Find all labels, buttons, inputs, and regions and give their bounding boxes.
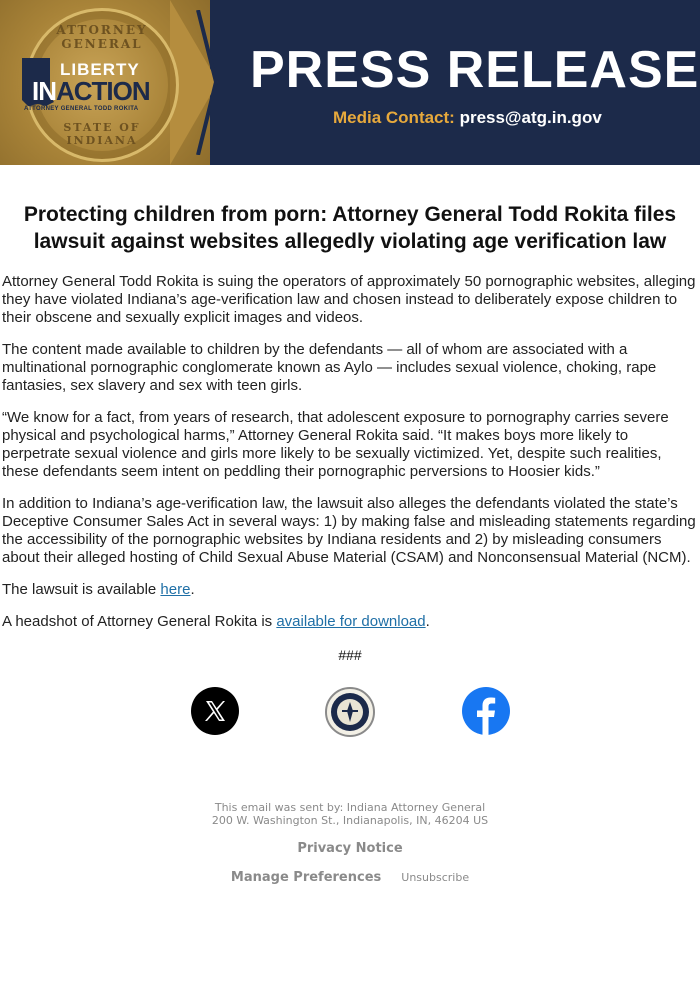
- paragraph-4: In addition to Indiana’s age-verification law, the lawsuit also alleges the defendants violated the state’s Deceptive Consumer Sales Act in several ways: 1) by making false and misleading statements regarding the accessibility of the pornographic websites by Indiana residents and 2) by misleading consumers about their alleged hosting of Child Sexual Abuse Material (CSAM) and Nonconsensual Material (NCM).: [2, 495, 696, 566]
- footer-preferences: [0, 870, 700, 885]
- facebook-f-glyph: [462, 687, 510, 735]
- paragraph-3: “We know for a fact, from years of research, that adolescent exposure to pornography carries severe physical and psychological harms,” Attorney General Rokita said. “It makes boys more likely to perpetrate sexual violence and girls more likely to be sexually victimized. Yet, despite such realities, these defendants seem intent on peddling their pornographic perversions to Hoosier kids.”: [2, 409, 669, 480]
- banner-chevron-stripe: [196, 10, 218, 155]
- logo-liberty-text: LIBERTY: [60, 60, 140, 79]
- lawsuit-suffix: .: [190, 581, 195, 598]
- media-contact-email: press@atg.in.gov: [459, 108, 602, 127]
- x-icon[interactable]: [191, 687, 239, 735]
- ag-seal-glyph: [327, 689, 373, 735]
- end-separator: ###: [338, 647, 362, 663]
- lawsuit-link[interactable]: here: [160, 581, 191, 598]
- press-release-title: PRESS RELEASE: [250, 41, 700, 99]
- seal-bottom-text: STATE OF INDIANA: [63, 121, 141, 147]
- liberty-in-action-logo: [20, 56, 180, 116]
- manage-preferences-link[interactable]: Manage Preferences: [230, 870, 382, 885]
- x-logo-glyph: [191, 687, 239, 735]
- headshot-download-link[interactable]: available for download: [276, 613, 426, 630]
- footer-sent-by: This email was sent by: Indiana Attorney General: [214, 801, 486, 814]
- lawsuit-prefix: The lawsuit is available: [2, 581, 161, 598]
- logo-inaction-text: [32, 76, 150, 107]
- article-body: [0, 201, 700, 885]
- press-release-banner: [0, 0, 700, 165]
- paragraph-lawsuit: [0, 581, 700, 599]
- footer-address: 200 W. Washington St., Indianapolis, IN, 46204 US: [211, 814, 489, 827]
- logo-subtitle: ATTORNEY GENERAL TODD ROKITA: [24, 106, 139, 112]
- article-headline: Protecting children from porn: Attorney General Todd Rokita files lawsuit against websites allegedly violating age verification law: [23, 203, 677, 253]
- social-links: [0, 677, 700, 747]
- paragraph-2: The content made available to children by the defendants — all of whom are associated with a multinational pornographic conglomerate known as Aylo — includes sexual violence, choking, rape fantasies, sex slavery and sex with teen girls.: [2, 341, 657, 394]
- paragraph-headshot: [0, 613, 700, 631]
- headshot-suffix: .: [425, 613, 430, 630]
- media-contact: [333, 108, 602, 128]
- media-contact-label: Media Contact:: [333, 108, 460, 127]
- email-footer: [0, 801, 700, 885]
- logo-in-text: IN: [32, 76, 56, 106]
- privacy-notice-link[interactable]: Privacy Notice: [297, 841, 403, 856]
- seal-top-text: ATTORNEY GENERAL: [56, 23, 148, 51]
- logo-action-text: ACTION: [56, 76, 150, 106]
- paragraph-1: Attorney General Todd Rokita is suing the operators of approximately 50 pornographic websites, alleging they have violated Indiana’s age-verification law and chosen instead to deliberately expose children to their obscene and sexually explicit images and videos.: [2, 273, 696, 326]
- unsubscribe-link[interactable]: Unsubscribe: [401, 871, 470, 884]
- facebook-icon[interactable]: [462, 687, 510, 735]
- attorney-general-seal-icon[interactable]: [325, 687, 375, 737]
- headshot-prefix: A headshot of Attorney General Rokita is: [2, 613, 277, 630]
